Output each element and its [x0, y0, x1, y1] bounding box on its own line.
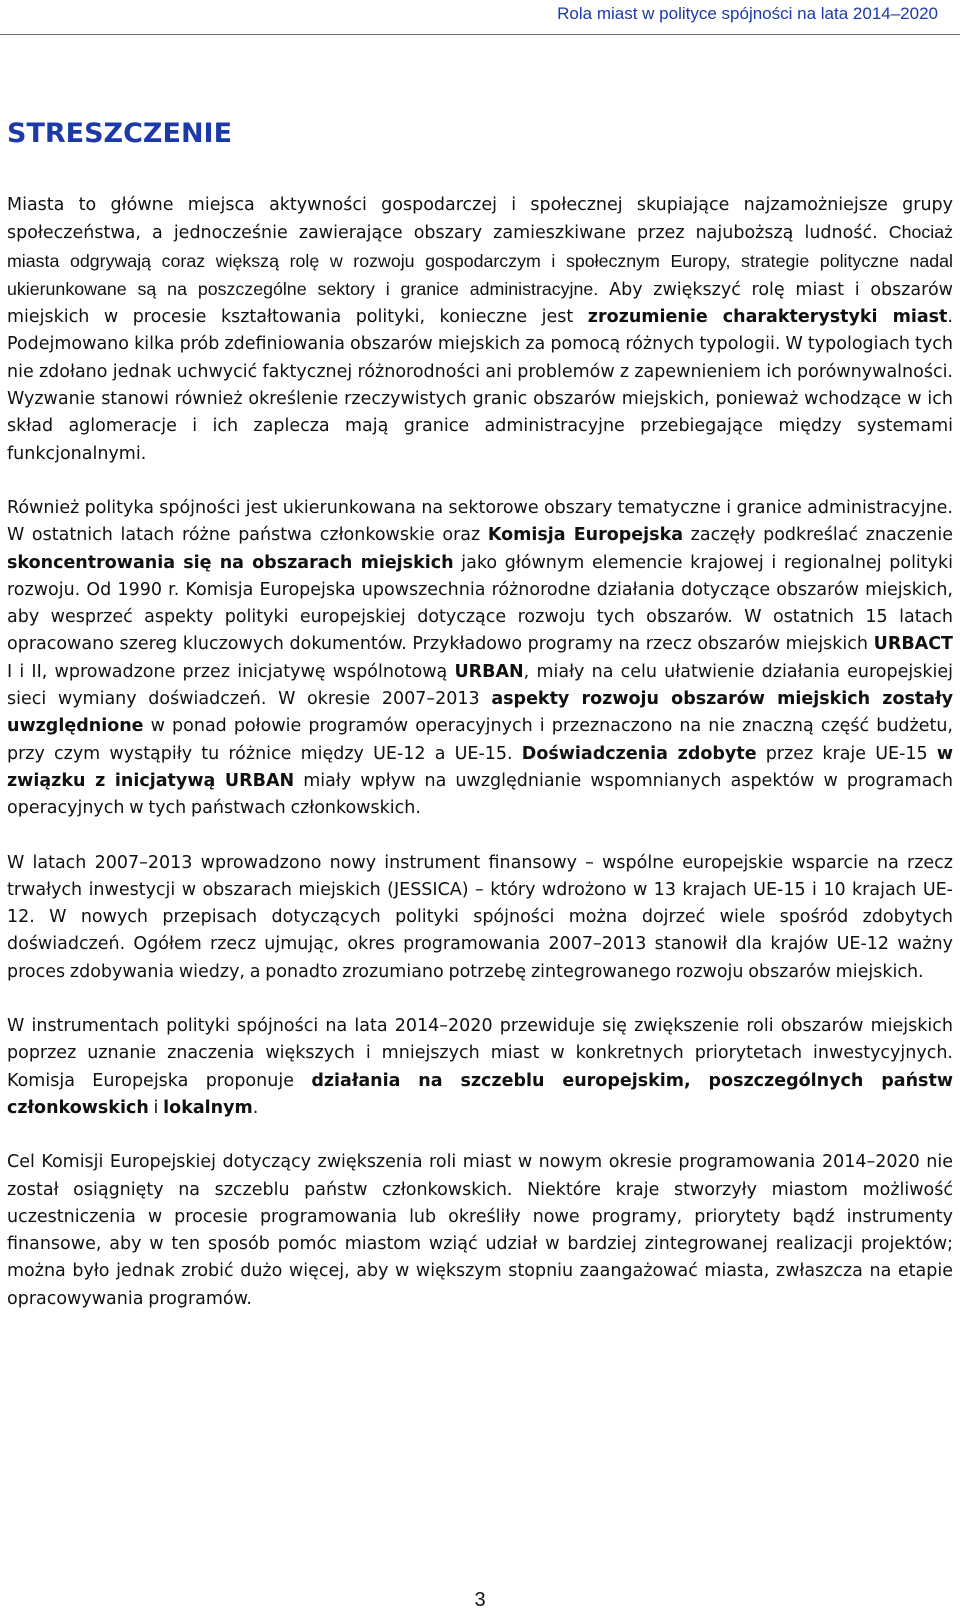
- bold-text-segment: URBACT: [873, 634, 953, 655]
- bold-text-segment: Doświadczenia zdobyte: [521, 743, 757, 764]
- bold-text-segment: URBAN: [454, 661, 524, 682]
- bold-text-segment: działania na szczeblu europejskim, poszczególnych państw członkowskich: [7, 1070, 953, 1118]
- section-title: STRESZCZENIE: [7, 118, 233, 149]
- bold-text-segment: aspekty rozwoju obszarów miejskich zostały uwzględnione: [7, 689, 953, 737]
- running-header: Rola miast w polityce spójności na lata 2014–2020: [557, 4, 938, 23]
- paragraph: [7, 495, 953, 823]
- bold-text-segment: w związku z inicjatywą URBAN: [7, 743, 954, 791]
- bold-text-segment: skoncentrowania się na obszarach miejskich: [7, 552, 454, 573]
- body-text: [7, 192, 953, 1340]
- header-divider: [0, 34, 960, 35]
- paragraph: [7, 850, 953, 986]
- text-segment: jako głównym elemencie krajowej i regionalnej polityki rozwoju. Od 1990 r. Komisja Europejska upowszechnia różnorodne działania dotyczące obszarów miejskich, aby wesprzeć aspekty polityki europejskiej dotyczące rozwoju tych obszarów. W ostatnich 15 latach opracowano szereg kluczowych dokumentów. Przykładowo programy na rzecz obszarów miejskich: [7, 552, 954, 655]
- text-segment: . Podejmowano kilka prób zdefiniowania obszarów miejskich za pomocą różnych typologii. W typologiach tych nie zdołano jednak uchwycić faktycznej różnorodności ani problemów z zapewnieniem ich porównywalności. Wyzwanie stanowi również określenie rzeczywistych granic obszarów miejskich, ponieważ wchodzące w ich skład aglomeracje i ich zaplecza mają granice administracyjne przebiegające między systemami funkcjonalnymi.: [7, 307, 953, 464]
- text-segment: W instrumentach polityki spójności na lata 2014–2020 przewiduje się zwiększenie roli obszarów miejskich poprzez uznanie znaczenia większych i mniejszych miast w konkretnych priorytetach inwestycyjnych. Komisja Europejska proponuje: [7, 1016, 953, 1091]
- text-segment: , miały na celu ułatwienie działania europejskiej sieci wymiany doświadczeń. W okresie 2007–2013: [7, 661, 953, 710]
- text-segment: .: [252, 1097, 259, 1118]
- paragraph: [7, 1013, 953, 1122]
- paragraph: [7, 192, 953, 468]
- text-segment: Cel Komisji Europejskiej dotyczący zwiększenia roli miast w nowym okresie programowania 2014–2020 nie został osiągnięty na szczeblu państw członkowskich. Niektóre kraje stworzyły miastom możliwość uczestniczenia w procesie programowania lub określiły nowe programy, priorytety bądź instrumenty finansowe, aby w ten sposób pomóc miastom wziąć udział w bardziej zintegrowanej realizacji projektów; można było jednak zrobić dużo więcej, aby w większym stopniu zaangażować miasta, zwłaszcza na etapie opracowywania programów.: [7, 1152, 953, 1309]
- text-segment: Aby zwiększyć rolę miast i obszarów miejskich w procesie kształtowania polityki, konieczne jest: [7, 279, 953, 328]
- text-segment: i: [148, 1097, 164, 1118]
- paragraph: [7, 1149, 953, 1313]
- bold-text-segment: zrozumienie charakterystyki miast: [587, 307, 948, 328]
- text-segment: w ponad połowie programów operacyjnych i przeznaczono na nie znaczną część budżetu, przy czym wystąpiły tu różnice między UE-12 a UE-15.: [7, 716, 953, 764]
- bold-text-segment: lokalnym: [163, 1097, 253, 1118]
- text-segment: przez kraje UE-15: [756, 743, 937, 764]
- page-number: 3: [474, 1589, 486, 1611]
- bold-text-segment: Komisja Europejska: [487, 525, 684, 546]
- text-segment: I i II, wprowadzone przez inicjatywę wspólnotową: [7, 661, 455, 682]
- text-segment: miały wpływ na uwzględnianie wspomnianych aspektów w programach operacyjnych w tych państwach członkowskich.: [7, 770, 954, 819]
- text-segment: Również polityka spójności jest ukierunkowana na sektorowe obszary tematyczne i granice administracyjne. W ostatnich latach różne państwa członkowskie oraz: [7, 497, 953, 546]
- text-segment: Chociaż miasta odgrywają coraz większą rolę w rozwoju gospodarczym i społecznym Europy, strategie polityczne nadal ukierunkowane są na poszczególne sektory i granice administracyjne.: [7, 222, 953, 299]
- text-segment: Miasta to główne miejsca aktywności gospodarczej i społecznej skupiające najzamożniejsze grupy społeczeństwa, a jednocześnie zawierające obszary zamieszkiwane przez najuboższą ludność.: [7, 195, 953, 244]
- text-segment: zaczęły podkreślać znaczenie: [683, 525, 953, 546]
- text-segment: W latach 2007–2013 wprowadzono nowy instrument finansowy – wspólne europejskie wsparcie na rzecz trwałych inwestycji w obszarach miejskich (JESSICA) – który wdrożono w 13 krajach UE-15 i 10 krajach UE-12. W nowych przepisach dotyczących polityki spójności można dojrzeć wiele spośród zdobytych doświadczeń. Ogółem rzecz ujmując, okres programowania 2007–2013 stanowił dla krajów UE-12 ważny proces zdobywania wiedzy, a ponadto zrozumiano potrzebę zintegrowanego rozwoju obszarów miejskich.: [7, 852, 953, 982]
